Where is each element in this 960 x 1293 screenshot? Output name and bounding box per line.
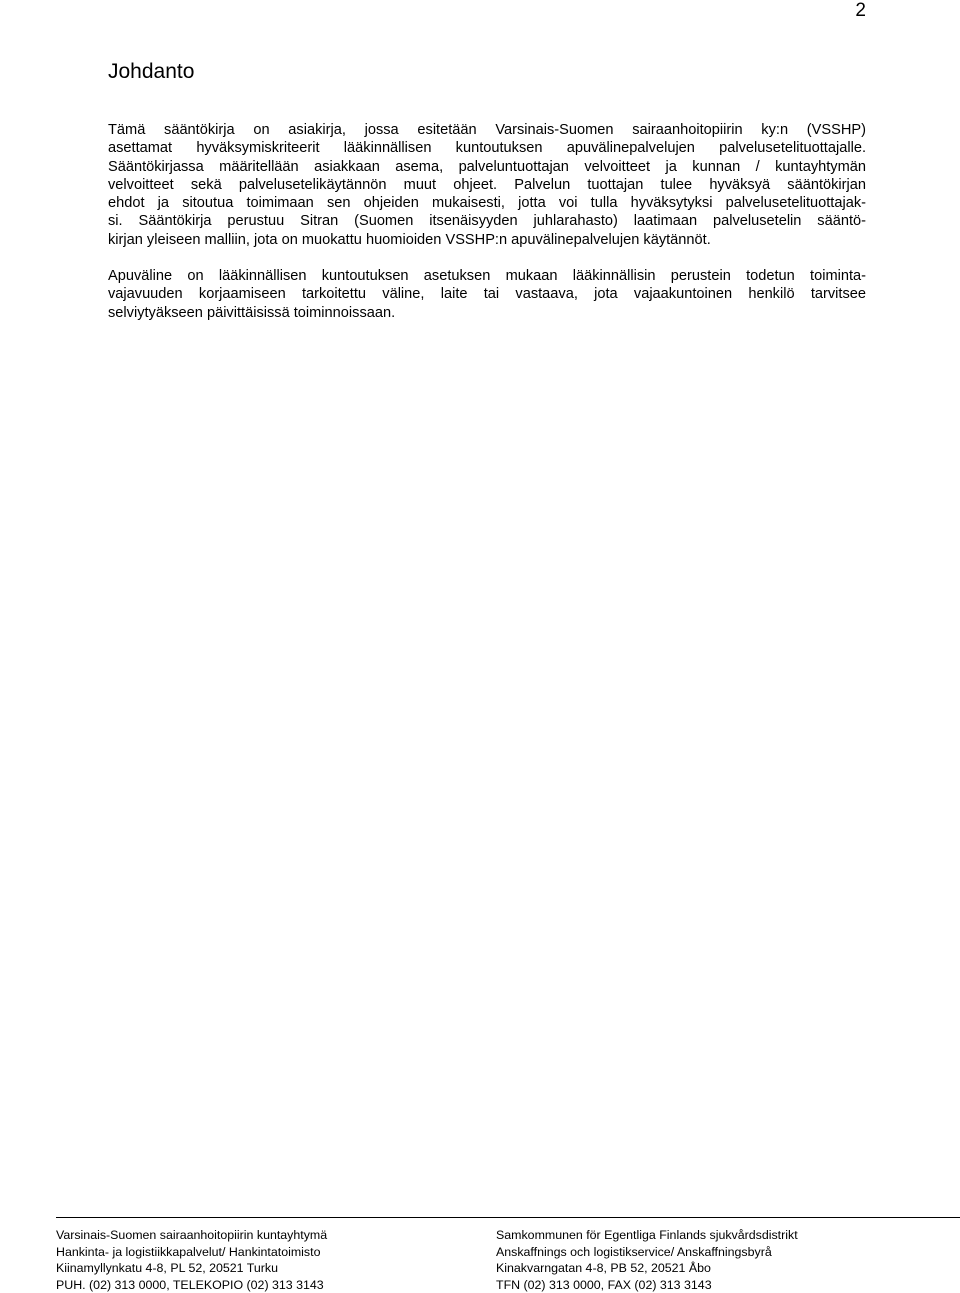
footer-divider <box>56 1217 960 1218</box>
footer-line: Kiinamyllynkatu 4-8, PL 52, 20521 Turku <box>56 1260 327 1277</box>
text-line: si. Sääntökirja perustuu Sitran (Suomen itsenäisyyden juhlarahasto) laatimaan palvelusetelin sääntö- <box>108 212 866 230</box>
paragraph-definition <box>108 267 866 322</box>
text-line: vajavuuden korjaamiseen tarkoitettu väline, laite tai vastaava, jota vajaakuntoinen henkilö tarvitsee <box>108 285 866 303</box>
footer-line: Hankinta- ja logistiikkapalvelut/ Hankintatoimisto <box>56 1244 327 1261</box>
text-line: Tämä sääntökirja on asiakirja, jossa esitetään Varsinais-Suomen sairaanhoitopiirin ky:n (VSSHP) <box>108 121 866 139</box>
footer-line: PUH. (02) 313 0000, TELEKOPIO (02) 313 3143 <box>56 1277 327 1293</box>
footer-line: TFN (02) 313 0000, FAX (02) 313 3143 <box>496 1277 798 1293</box>
body-text <box>108 121 866 340</box>
footer-line: Samkommunen för Egentliga Finlands sjukvårdsdistrikt <box>496 1227 798 1244</box>
page-number: 2 <box>855 0 866 22</box>
text-line: Sääntökirjassa määritellään asiakkaan asema, palveluntuottajan velvoitteet ja kunnan / kuntayhtymän <box>108 158 866 176</box>
text-line: ehdot ja sitoutua toimimaan sen ohjeiden mukaisesti, jotta voi tulla hyväksytyksi palvelusetelituottajak- <box>108 194 866 212</box>
text-line: Apuväline on lääkinnällisen kuntoutuksen asetuksen mukaan lääkinnällisin perustein todetun toiminta- <box>108 267 866 285</box>
footer-line: Varsinais-Suomen sairaanhoitopiirin kuntayhtymä <box>56 1227 327 1244</box>
paragraph-introduction <box>108 121 866 249</box>
text-line: velvoitteet sekä palvelusetelikäytännön muut ohjeet. Palvelun tuottajan tulee hyväksyä sääntökirjan <box>108 176 866 194</box>
footer-address-finnish <box>56 1227 327 1293</box>
text-line: kirjan yleiseen malliin, jota on muokattu huomioiden VSSHP:n apuvälinepalvelujen käytännöt. <box>108 231 866 249</box>
footer-line: Kinakvarngatan 4-8, PB 52, 20521 Åbo <box>496 1260 798 1277</box>
text-line: selviytyäkseen päivittäisissä toiminnoissaan. <box>108 304 866 322</box>
footer-address-swedish <box>496 1227 798 1293</box>
section-heading: Johdanto <box>108 59 194 85</box>
footer-line: Anskaffnings och logistikservice/ Anskaffningsbyrå <box>496 1244 798 1261</box>
text-line: asettamat hyväksymiskriteerit lääkinnällisen kuntoutuksen apuvälinepalvelujen palvelusetelituottajalle. <box>108 139 866 157</box>
